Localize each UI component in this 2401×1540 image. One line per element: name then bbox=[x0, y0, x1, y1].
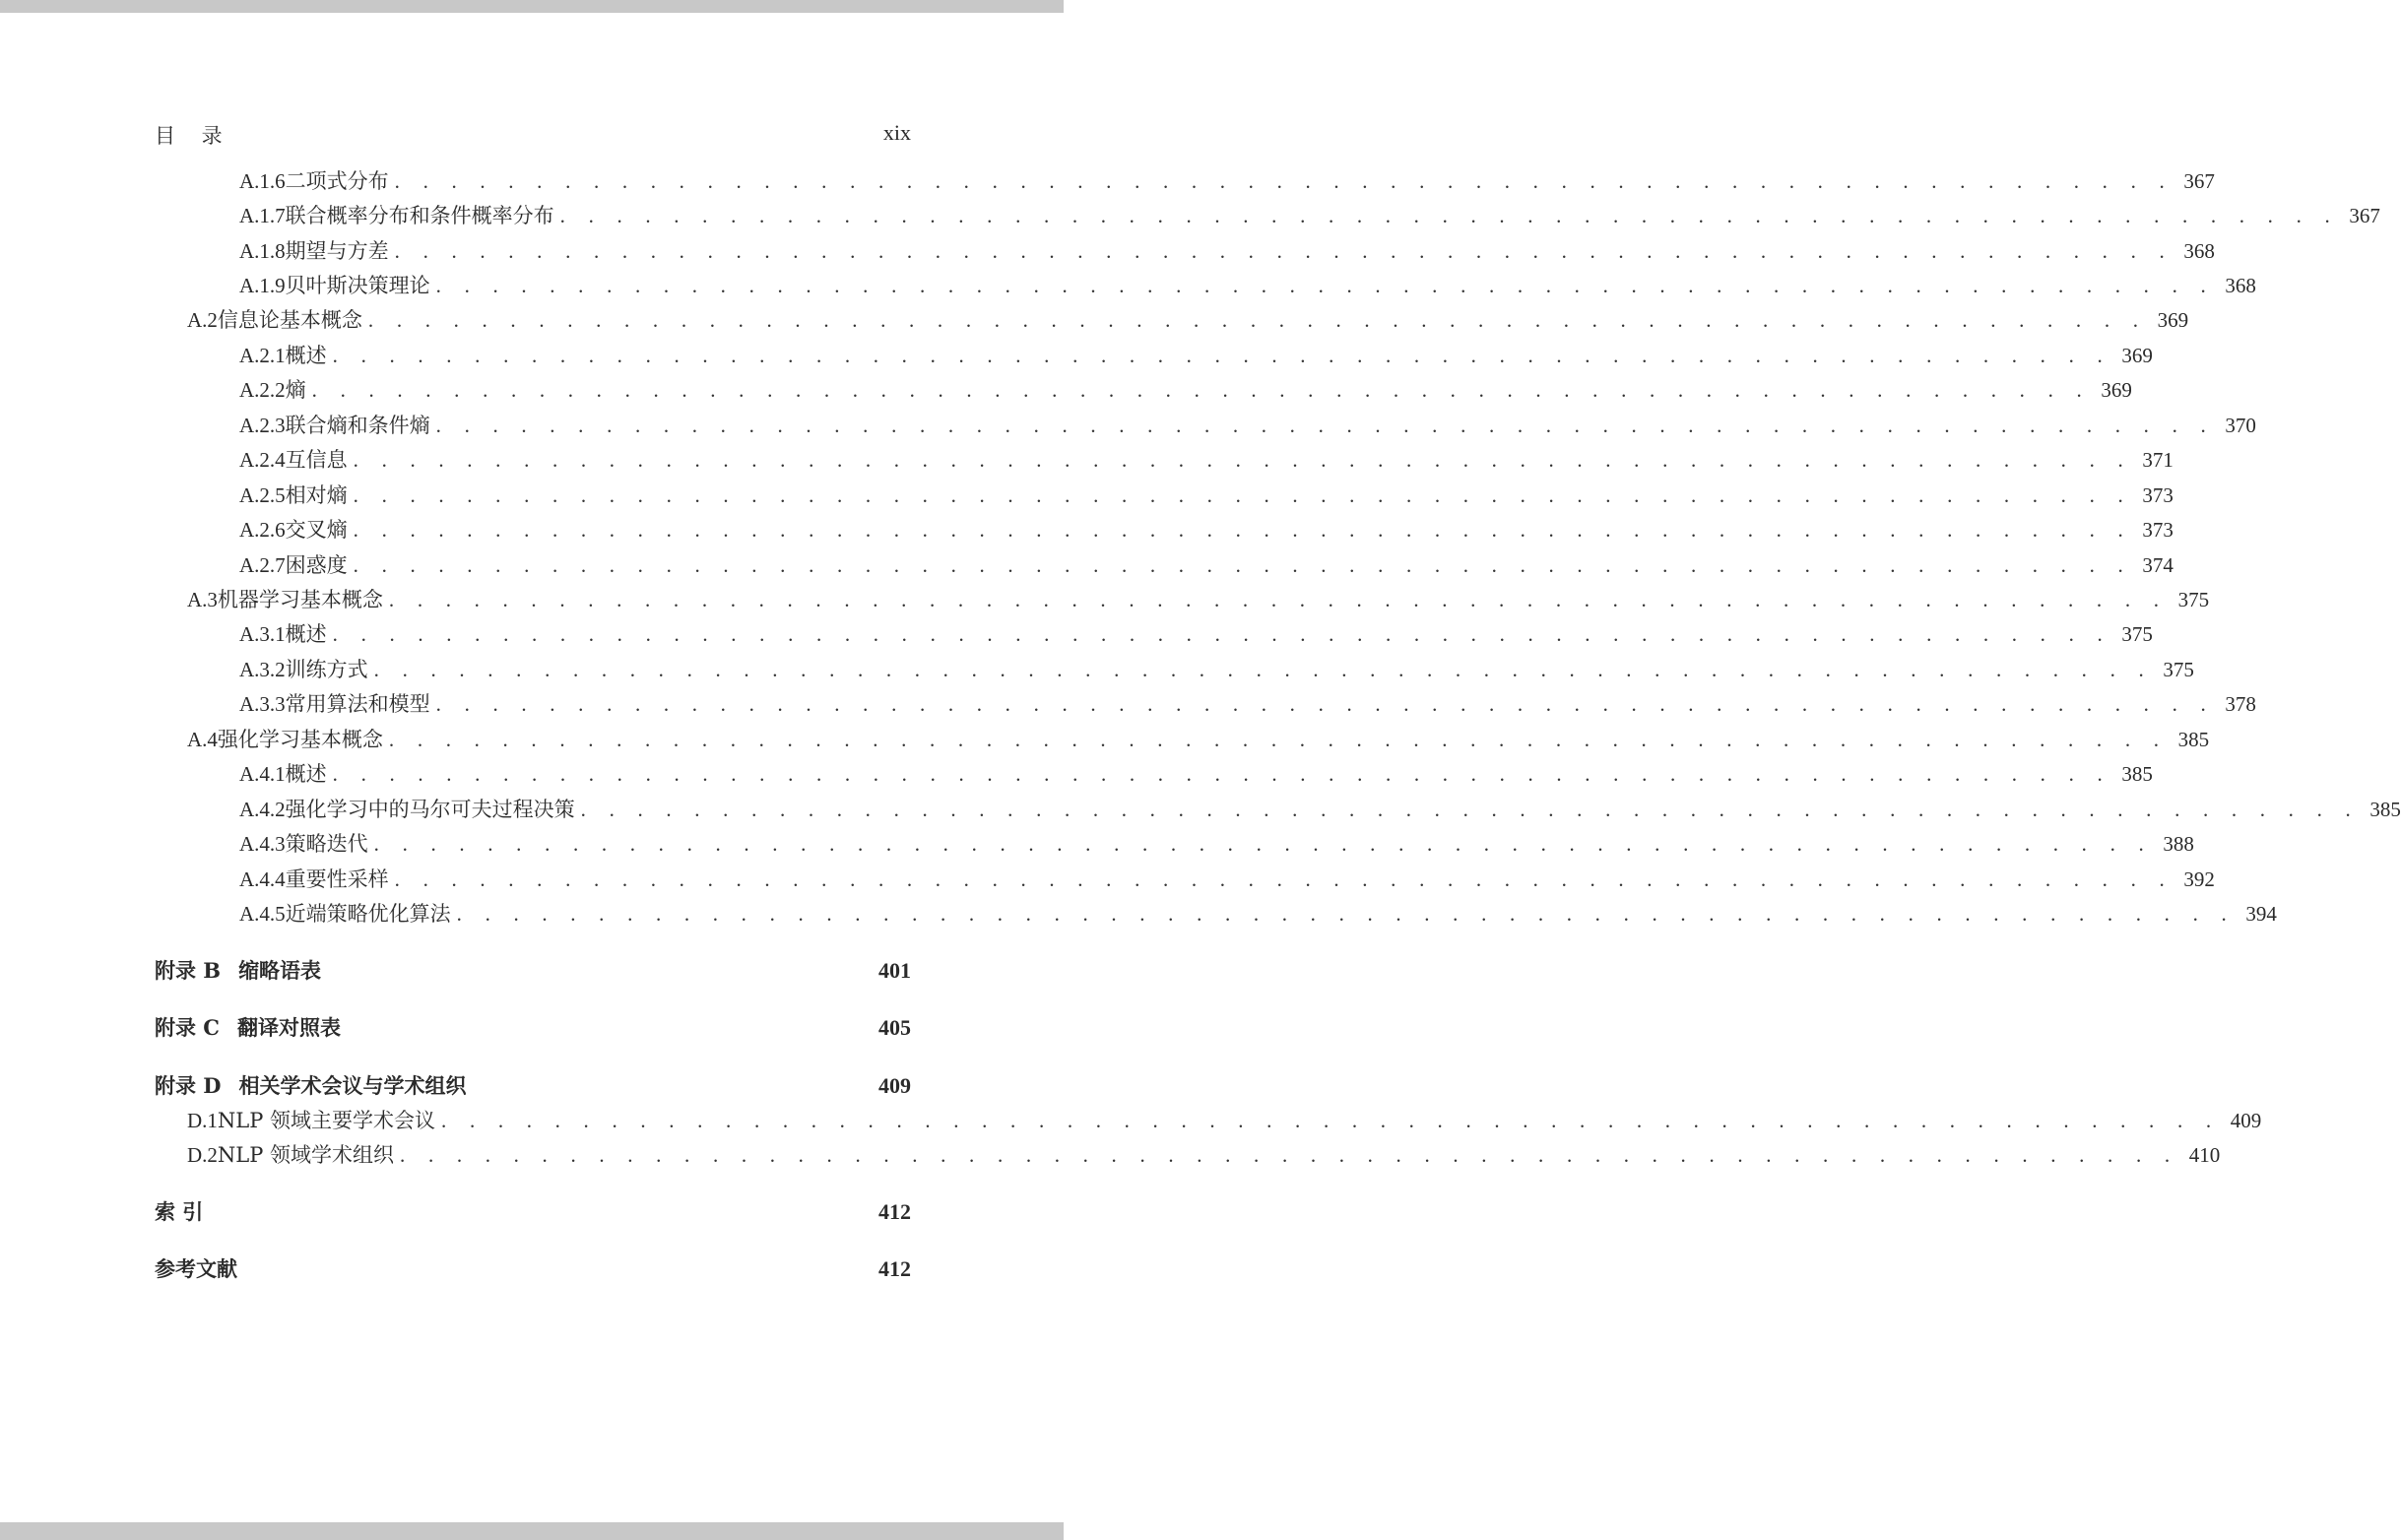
toc-entry-page: 375 bbox=[2163, 658, 2194, 681]
toc-entry-number: A.3.2 bbox=[239, 658, 286, 681]
toc-entry-a-2-6[interactable] bbox=[239, 514, 2174, 545]
toc-chapter-index[interactable] bbox=[155, 1195, 911, 1229]
dot-leader: . . . . . . . . . . . . . . . . . . . . . . . . . . . . . . . . . . . . . . . . . . . . . . . . . . . . . . . . . . . . . . . bbox=[394, 169, 2174, 193]
dot-leader: . . . . . . . . . . . . . . . . . . . . . . . . . . . . . . . . . . . . . . . . . . . . . . . . . . . . . . . . . . . . . . . bbox=[580, 798, 2360, 821]
toc-entry-d-1[interactable] bbox=[187, 1105, 2262, 1136]
top-edge bbox=[0, 0, 1064, 13]
toc-entry-title: 常用算法和模型 bbox=[285, 692, 430, 716]
dot-leader: . . . . . . . . . . . . . . . . . . . . . . . . . . . . . . . . . . . . . . . . . . . . . . . . . . . . . . . . . . . . . . . bbox=[394, 867, 2174, 891]
chapter-number: 附录 D bbox=[155, 1073, 222, 1098]
toc-entry-number: D.2 bbox=[187, 1143, 218, 1167]
dot-leader: . . . . . . . . . . . . . . . . . . . . . . . . . . . . . . . . . . . . . . . . . . . . . . . . . . . . . . . . . . . . . . . bbox=[388, 728, 2169, 751]
toc-entry-page: 367 bbox=[2349, 204, 2380, 227]
toc-entry-number: A.4.3 bbox=[239, 832, 286, 856]
toc-entry-a-4[interactable] bbox=[187, 724, 2210, 755]
book-page bbox=[0, 13, 2401, 1522]
toc-entry-page: 368 bbox=[2225, 274, 2256, 297]
toc-entry-a-2-2[interactable] bbox=[239, 374, 2132, 406]
chapter-number: 附录 C bbox=[155, 1015, 221, 1040]
chapter-title: 相关学术会议与学术组织 bbox=[238, 1073, 467, 1098]
toc-entry-a-2-3[interactable] bbox=[239, 410, 2256, 441]
dot-leader: . . . . . . . . . . . . . . . . . . . . . . . . . . . . . . . . . . . . . . . . . . . . . . . . . . . . . . . . . . . . . . . bbox=[435, 274, 2215, 297]
toc-entry-number: A.2.7 bbox=[239, 553, 286, 577]
chapter-title: 翻译对照表 bbox=[237, 1015, 342, 1040]
toc-entry-a-4-4[interactable] bbox=[239, 864, 2215, 895]
chapter-title: 索 引 bbox=[155, 1199, 204, 1224]
toc-entry-number: A.2.6 bbox=[239, 518, 286, 542]
toc-entry-a-3[interactable] bbox=[187, 584, 2210, 615]
toc-entry-page: 385 bbox=[2177, 728, 2210, 751]
toc-entry-title: 概述 bbox=[285, 344, 327, 367]
toc-entry-number: A.2.3 bbox=[239, 414, 286, 437]
toc-entry-number: A.1.6 bbox=[239, 169, 286, 193]
toc-entry-page: 378 bbox=[2225, 692, 2256, 716]
dot-leader: . . . . . . . . . . . . . . . . . . . . . . . . . . . . . . . . . . . . . . . . . . . . . . . . . . . . . . . . . . . . . . . bbox=[332, 762, 2111, 786]
toc-entry-title: 期望与方差 bbox=[285, 239, 389, 263]
toc-entry-number: A.1.7 bbox=[239, 204, 286, 227]
toc-entry-page: 388 bbox=[2163, 832, 2194, 856]
toc-entry-page: 368 bbox=[2183, 239, 2215, 263]
toc-entry-title: 二项式分布 bbox=[285, 169, 389, 193]
toc-entry-page: 367 bbox=[2183, 169, 2215, 193]
chapter-page: 401 bbox=[878, 958, 911, 983]
dot-leader: . . . . . . . . . . . . . . . . . . . . . . . . . . . . . . . . . . . . . . . . . . . . . . . . . . . . . . . . . . . . . . . bbox=[441, 1109, 2221, 1132]
dot-leader: . . . . . . . . . . . . . . . . . . . . . . . . . . . . . . . . . . . . . . . . . . . . . . . . . . . . . . . . . . . . . . . bbox=[388, 588, 2169, 611]
dot-leader: . . . . . . . . . . . . . . . . . . . . . . . . . . . . . . . . . . . . . . . . . . . . . . . . . . . . . . . . . . . . . . . bbox=[311, 378, 2091, 402]
toc-entry-page: 394 bbox=[2245, 902, 2277, 926]
toc-entry-number: A.4.5 bbox=[239, 902, 286, 926]
toc-entry-title: NLP 领域学术组织 bbox=[217, 1143, 395, 1167]
toc-entry-number: A.3.1 bbox=[239, 622, 286, 646]
dot-leader: . . . . . . . . . . . . . . . . . . . . . . . . . . . . . . . . . . . . . . . . . . . . . . . . . . . . . . . . . . . . . . . bbox=[373, 832, 2153, 856]
toc-entry-a-2[interactable] bbox=[187, 304, 2189, 336]
toc-chapter-appendix-c[interactable] bbox=[155, 1011, 911, 1045]
toc-entry-a-1-6[interactable] bbox=[239, 165, 2215, 197]
toc-entry-a-1-8[interactable] bbox=[239, 235, 2215, 267]
dot-leader: . . . . . . . . . . . . . . . . . . . . . . . . . . . . . . . . . . . . . . . . . . . . . . . . . . . . . . . . . . . . . . . bbox=[435, 692, 2215, 716]
toc-entry-a-4-3[interactable] bbox=[239, 828, 2194, 860]
toc-entry-a-3-1[interactable] bbox=[239, 618, 2153, 650]
chapter-page: 405 bbox=[878, 1015, 911, 1040]
chapter-title: 缩略语表 bbox=[238, 958, 322, 983]
toc-entry-number: A.4.2 bbox=[239, 798, 286, 821]
toc-entry-title: 重要性采样 bbox=[285, 867, 389, 891]
dot-leader: . . . . . . . . . . . . . . . . . . . . . . . . . . . . . . . . . . . . . . . . . . . . . . . . . . . . . . . . . . . . . . . bbox=[400, 1143, 2179, 1167]
toc-entry-page: 385 bbox=[2121, 762, 2153, 786]
toc-entry-page: 371 bbox=[2142, 448, 2174, 472]
table-of-contents bbox=[0, 13, 2401, 1522]
chapter-page: 412 bbox=[878, 1256, 911, 1281]
toc-chapter-appendix-d[interactable] bbox=[155, 1069, 911, 1103]
bottom-edge bbox=[0, 1522, 1064, 1540]
toc-entry-title: 相对熵 bbox=[285, 483, 348, 507]
toc-entry-title: NLP 领域主要学术会议 bbox=[217, 1109, 436, 1132]
toc-entry-number: A.2.1 bbox=[239, 344, 286, 367]
toc-chapter-references[interactable] bbox=[155, 1252, 911, 1286]
chapter-page: 412 bbox=[878, 1199, 911, 1224]
chapter-title: 参考文献 bbox=[155, 1256, 237, 1281]
toc-entry-title: 互信息 bbox=[285, 448, 348, 472]
dot-leader: . . . . . . . . . . . . . . . . . . . . . . . . . . . . . . . . . . . . . . . . . . . . . . . . . . . . . . . . . . . . . . . bbox=[332, 622, 2111, 646]
dot-leader: . . . . . . . . . . . . . . . . . . . . . . . . . . . . . . . . . . . . . . . . . . . . . . . . . . . . . . . . . . . . . . . bbox=[373, 658, 2153, 681]
chapter-number: 附录 B bbox=[155, 958, 222, 983]
running-head-title: 目 录 bbox=[155, 124, 232, 148]
dot-leader: . . . . . . . . . . . . . . . . . . . . . . . . . . . . . . . . . . . . . . . . . . . . . . . . . . . . . . . . . . . . . . . bbox=[559, 204, 2339, 227]
toc-entry-page: 375 bbox=[2121, 622, 2153, 646]
toc-entry-title: 困惑度 bbox=[285, 553, 348, 577]
toc-entry-title: 联合熵和条件熵 bbox=[285, 414, 430, 437]
toc-entry-page: 410 bbox=[2188, 1143, 2221, 1167]
toc-entry-title: 熵 bbox=[285, 378, 306, 402]
toc-entry-page: 369 bbox=[2157, 308, 2189, 332]
toc-entry-number: D.1 bbox=[187, 1109, 218, 1132]
toc-entry-title: 联合概率分布和条件概率分布 bbox=[285, 204, 554, 227]
toc-entry-a-3-2[interactable] bbox=[239, 654, 2194, 685]
toc-entry-page: 409 bbox=[2230, 1109, 2262, 1132]
toc-entry-page: 375 bbox=[2177, 588, 2210, 611]
toc-entry-number: A.3.3 bbox=[239, 692, 286, 716]
toc-entry-title: 策略迭代 bbox=[285, 832, 368, 856]
dot-leader: . . . . . . . . . . . . . . . . . . . . . . . . . . . . . . . . . . . . . . . . . . . . . . . . . . . . . . . . . . . . . . . bbox=[456, 902, 2236, 926]
toc-entry-page: 373 bbox=[2142, 483, 2174, 507]
dot-leader: . . . . . . . . . . . . . . . . . . . . . . . . . . . . . . . . . . . . . . . . . . . . . . . . . . . . . . . . . . . . . . . bbox=[435, 414, 2215, 437]
toc-entry-a-2-1[interactable] bbox=[239, 340, 2153, 371]
dot-leader: . . . . . . . . . . . . . . . . . . . . . . . . . . . . . . . . . . . . . . . . . . . . . . . . . . . . . . . . . . . . . . . bbox=[353, 483, 2132, 507]
toc-entry-a-2-5[interactable] bbox=[239, 480, 2174, 511]
toc-entry-title: 贝叶斯决策理论 bbox=[285, 274, 430, 297]
dot-leader: . . . . . . . . . . . . . . . . . . . . . . . . . . . . . . . . . . . . . . . . . . . . . . . . . . . . . . . . . . . . . . . bbox=[394, 239, 2174, 263]
toc-entry-a-3-3[interactable] bbox=[239, 688, 2256, 720]
toc-entry-number: A.4.4 bbox=[239, 867, 286, 891]
toc-entry-title: 机器学习基本概念 bbox=[217, 588, 383, 611]
toc-entry-number: A.2.2 bbox=[239, 378, 286, 402]
toc-entry-title: 训练方式 bbox=[285, 658, 368, 681]
running-head-page-number: xix bbox=[882, 120, 911, 145]
dot-leader: . . . . . . . . . . . . . . . . . . . . . . . . . . . . . . . . . . . . . . . . . . . . . . . . . . . . . . . . . . . . . . . bbox=[353, 448, 2132, 472]
toc-entry-page: 385 bbox=[2369, 798, 2401, 821]
toc-entry-a-4-1[interactable] bbox=[239, 758, 2153, 790]
toc-entry-a-1-7[interactable] bbox=[239, 200, 2380, 231]
toc-entry-title: 概述 bbox=[285, 762, 327, 786]
dot-leader: . . . . . . . . . . . . . . . . . . . . . . . . . . . . . . . . . . . . . . . . . . . . . . . . . . . . . . . . . . . . . . . bbox=[367, 308, 2148, 332]
toc-chapter-appendix-b[interactable] bbox=[155, 954, 911, 988]
toc-entry-number: A.1.9 bbox=[239, 274, 286, 297]
toc-entry-number: A.2.5 bbox=[239, 483, 286, 507]
toc-entry-page: 369 bbox=[2121, 344, 2153, 367]
toc-entry-page: 373 bbox=[2142, 518, 2174, 542]
toc-entry-title: 信息论基本概念 bbox=[217, 308, 362, 332]
dot-leader: . . . . . . . . . . . . . . . . . . . . . . . . . . . . . . . . . . . . . . . . . . . . . . . . . . . . . . . . . . . . . . . bbox=[332, 344, 2111, 367]
toc-entry-number: A.2.4 bbox=[239, 448, 286, 472]
toc-entry-page: 370 bbox=[2225, 414, 2256, 437]
toc-entry-title: 强化学习基本概念 bbox=[217, 728, 383, 751]
dot-leader: . . . . . . . . . . . . . . . . . . . . . . . . . . . . . . . . . . . . . . . . . . . . . . . . . . . . . . . . . . . . . . . bbox=[353, 553, 2132, 577]
chapter-page: 409 bbox=[878, 1073, 911, 1098]
toc-entry-a-2-7[interactable] bbox=[239, 549, 2174, 581]
toc-entry-title: 强化学习中的马尔可夫过程决策 bbox=[285, 798, 575, 821]
toc-entry-number: A.4.1 bbox=[239, 762, 286, 786]
toc-entry-page: 374 bbox=[2142, 553, 2174, 577]
toc-entry-d-2[interactable] bbox=[187, 1139, 2221, 1171]
toc-entry-title: 概述 bbox=[285, 622, 327, 646]
toc-entry-a-1-9[interactable] bbox=[239, 270, 2256, 301]
toc-entry-number: A.2 bbox=[187, 308, 218, 332]
toc-entry-title: 近端策略优化算法 bbox=[285, 902, 451, 926]
toc-entry-number: A.4 bbox=[187, 728, 218, 751]
toc-entry-a-4-5[interactable] bbox=[239, 898, 2277, 930]
toc-entry-title: 交叉熵 bbox=[285, 518, 348, 542]
dot-leader: . . . . . . . . . . . . . . . . . . . . . . . . . . . . . . . . . . . . . . . . . . . . . . . . . . . . . . . . . . . . . . . bbox=[353, 518, 2132, 542]
toc-entry-a-2-4[interactable] bbox=[239, 444, 2174, 476]
toc-entry-page: 369 bbox=[2101, 378, 2132, 402]
toc-entry-number: A.1.8 bbox=[239, 239, 286, 263]
toc-entry-a-4-2[interactable] bbox=[239, 794, 2401, 825]
toc-entry-page: 392 bbox=[2183, 867, 2215, 891]
toc-entry-number: A.3 bbox=[187, 588, 218, 611]
